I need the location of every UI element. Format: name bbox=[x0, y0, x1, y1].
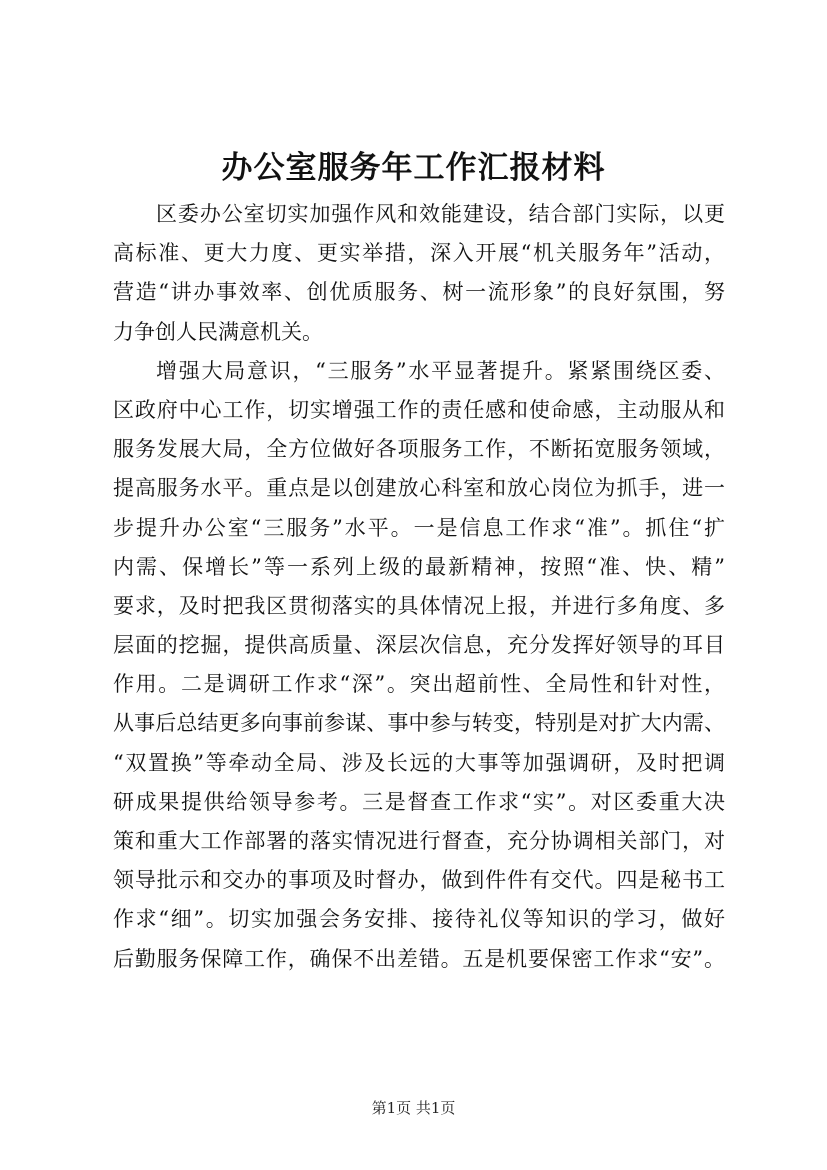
text-line: 作用。二是调研工作求“深”。突出超前性、全局性和针对性， bbox=[113, 672, 725, 697]
text-line: 研成果提供给领导参考。三是督查工作求“实”。对区委重大决 bbox=[113, 789, 725, 814]
text-line: “双置换”等牵动全局、涉及长远的大事等加强调研，及时把调 bbox=[113, 750, 725, 775]
text-line: 提高服务水平。重点是以创建放心科室和放心岗位为抓手，进一 bbox=[113, 476, 725, 501]
text-line: 作求“细”。切实加强会务安排、接待礼仪等知识的学习，做好 bbox=[113, 907, 725, 932]
document-body bbox=[113, 195, 725, 979]
text-line: 领导批示和交办的事项及时督办，做到件件有交代。四是秘书工 bbox=[113, 868, 725, 893]
text-line: 步提升办公室“三服务”水平。一是信息工作求“准”。抓住“扩 bbox=[113, 515, 725, 540]
text-line: 层面的挖掘，提供高质量、深层次信息，充分发挥好领导的耳目 bbox=[113, 633, 725, 658]
text-line: 营造“讲办事效率、创优质服务、树一流形象”的良好氛围，努 bbox=[113, 280, 725, 305]
page-footer: 第1页 共1页 bbox=[371, 1099, 456, 1117]
text-line: 高标准、更大力度、更实举措，深入开展“机关服务年”活动， bbox=[113, 241, 725, 266]
document-title: 办公室服务年工作汇报材料 bbox=[221, 150, 606, 186]
text-line: 策和重大工作部署的落实情况进行督查，充分协调相关部门，对 bbox=[113, 829, 725, 853]
text-line: 增强大局意识，“三服务”水平显著提升。紧紧围绕区委、 bbox=[156, 358, 725, 383]
text-line: 服务发展大局，全方位做好各项服务工作，不断拓宽服务领域， bbox=[113, 437, 725, 462]
text-line: 从事后总结更多向事前参谋、事中参与转变，特别是对扩大内需、 bbox=[113, 711, 725, 736]
text-line: 后勤服务保障工作，确保不出差错。五是机要保密工作求“安”。 bbox=[113, 946, 725, 971]
text-line: 内需、保增长”等一系列上级的最新精神，按照“准、快、精” bbox=[113, 554, 725, 579]
text-line: 力争创人民满意机关。 bbox=[113, 319, 323, 344]
text-line: 区政府中心工作，切实增强工作的责任感和使命感，主动服从和 bbox=[113, 397, 725, 422]
text-line: 要求，及时把我区贯彻落实的具体情况上报，并进行多角度、多 bbox=[113, 593, 725, 618]
text-line: 区委办公室切实加强作风和效能建设，结合部门实际，以更 bbox=[156, 202, 725, 226]
